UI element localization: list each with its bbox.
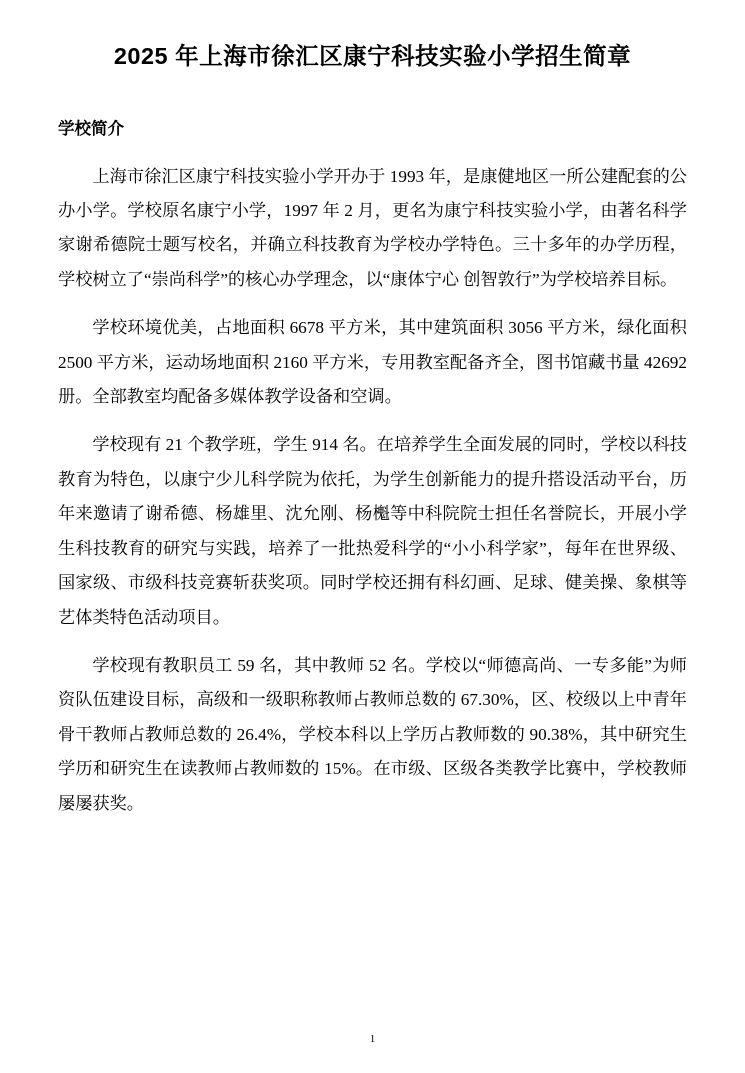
page-title: 2025 年上海市徐汇区康宁科技实验小学招生简章 [113, 43, 632, 69]
section-heading-school-intro: 学校简介 [58, 119, 124, 138]
paragraph-classes-and-science-education: 学校现有 21 个教学班，学生 914 名。在培养学生全面发展的同时，学校以科技教育为特色，以康宁少儿科学院为依托，为学生创新能力的提升搭设活动平台，历年来邀请了谢希德、杨雄里、沈允刚、杨櫆等中科院院士担任名誉院长，开展小学生科技教育的研究与实践，培养了一批热爱科学的“小小科学家”，每年在世界级、国家级、市级科技竞赛斩获奖项。同时学校还拥有科幻画、足球、健美操、象棋等艺体类特色活动项目。 [58, 435, 687, 627]
page-number: 1 [369, 1033, 376, 1045]
paragraph-school-history: 上海市徐汇区康宁科技实验小学开办于 1993 年，是康健地区一所公建配套的公办小学。学校原名康宁小学，1997 年 2 月，更名为康宁科技实验小学，由著名科学家谢希德院士题写校名，并确立科技教育为学校办学特色。三十多年的办学历程，学校树立了“崇尚科学”的核心办学理念，以“康体宁心 创智敦行”为学校培养目标。 [58, 166, 687, 289]
paragraph-faculty: 学校现有教职员工 59 名，其中教师 52 名。学校以“师德高尚、一专多能”为师资队伍建设目标，高级和一级职称教师占教师总数的 67.30%，区、校级以上中青年骨干教师占教师总数的 26.4%，学校本科以上学历占教师数的 90.38%，其中研究生学历和研究生在读教师占教师数的 15%。在市级、区级各类教学比赛中，学校教师屡屡获奖。 [58, 655, 687, 813]
paragraph-campus-facilities: 学校环境优美，占地面积 6678 平方米，其中建筑面积 3056 平方米，绿化面积 2500 平方米，运动场地面积 2160 平方米，专用教室配备齐全，图书馆藏书量 42692 册。全部教室均配备多媒体教学设备和空调。 [58, 318, 687, 407]
